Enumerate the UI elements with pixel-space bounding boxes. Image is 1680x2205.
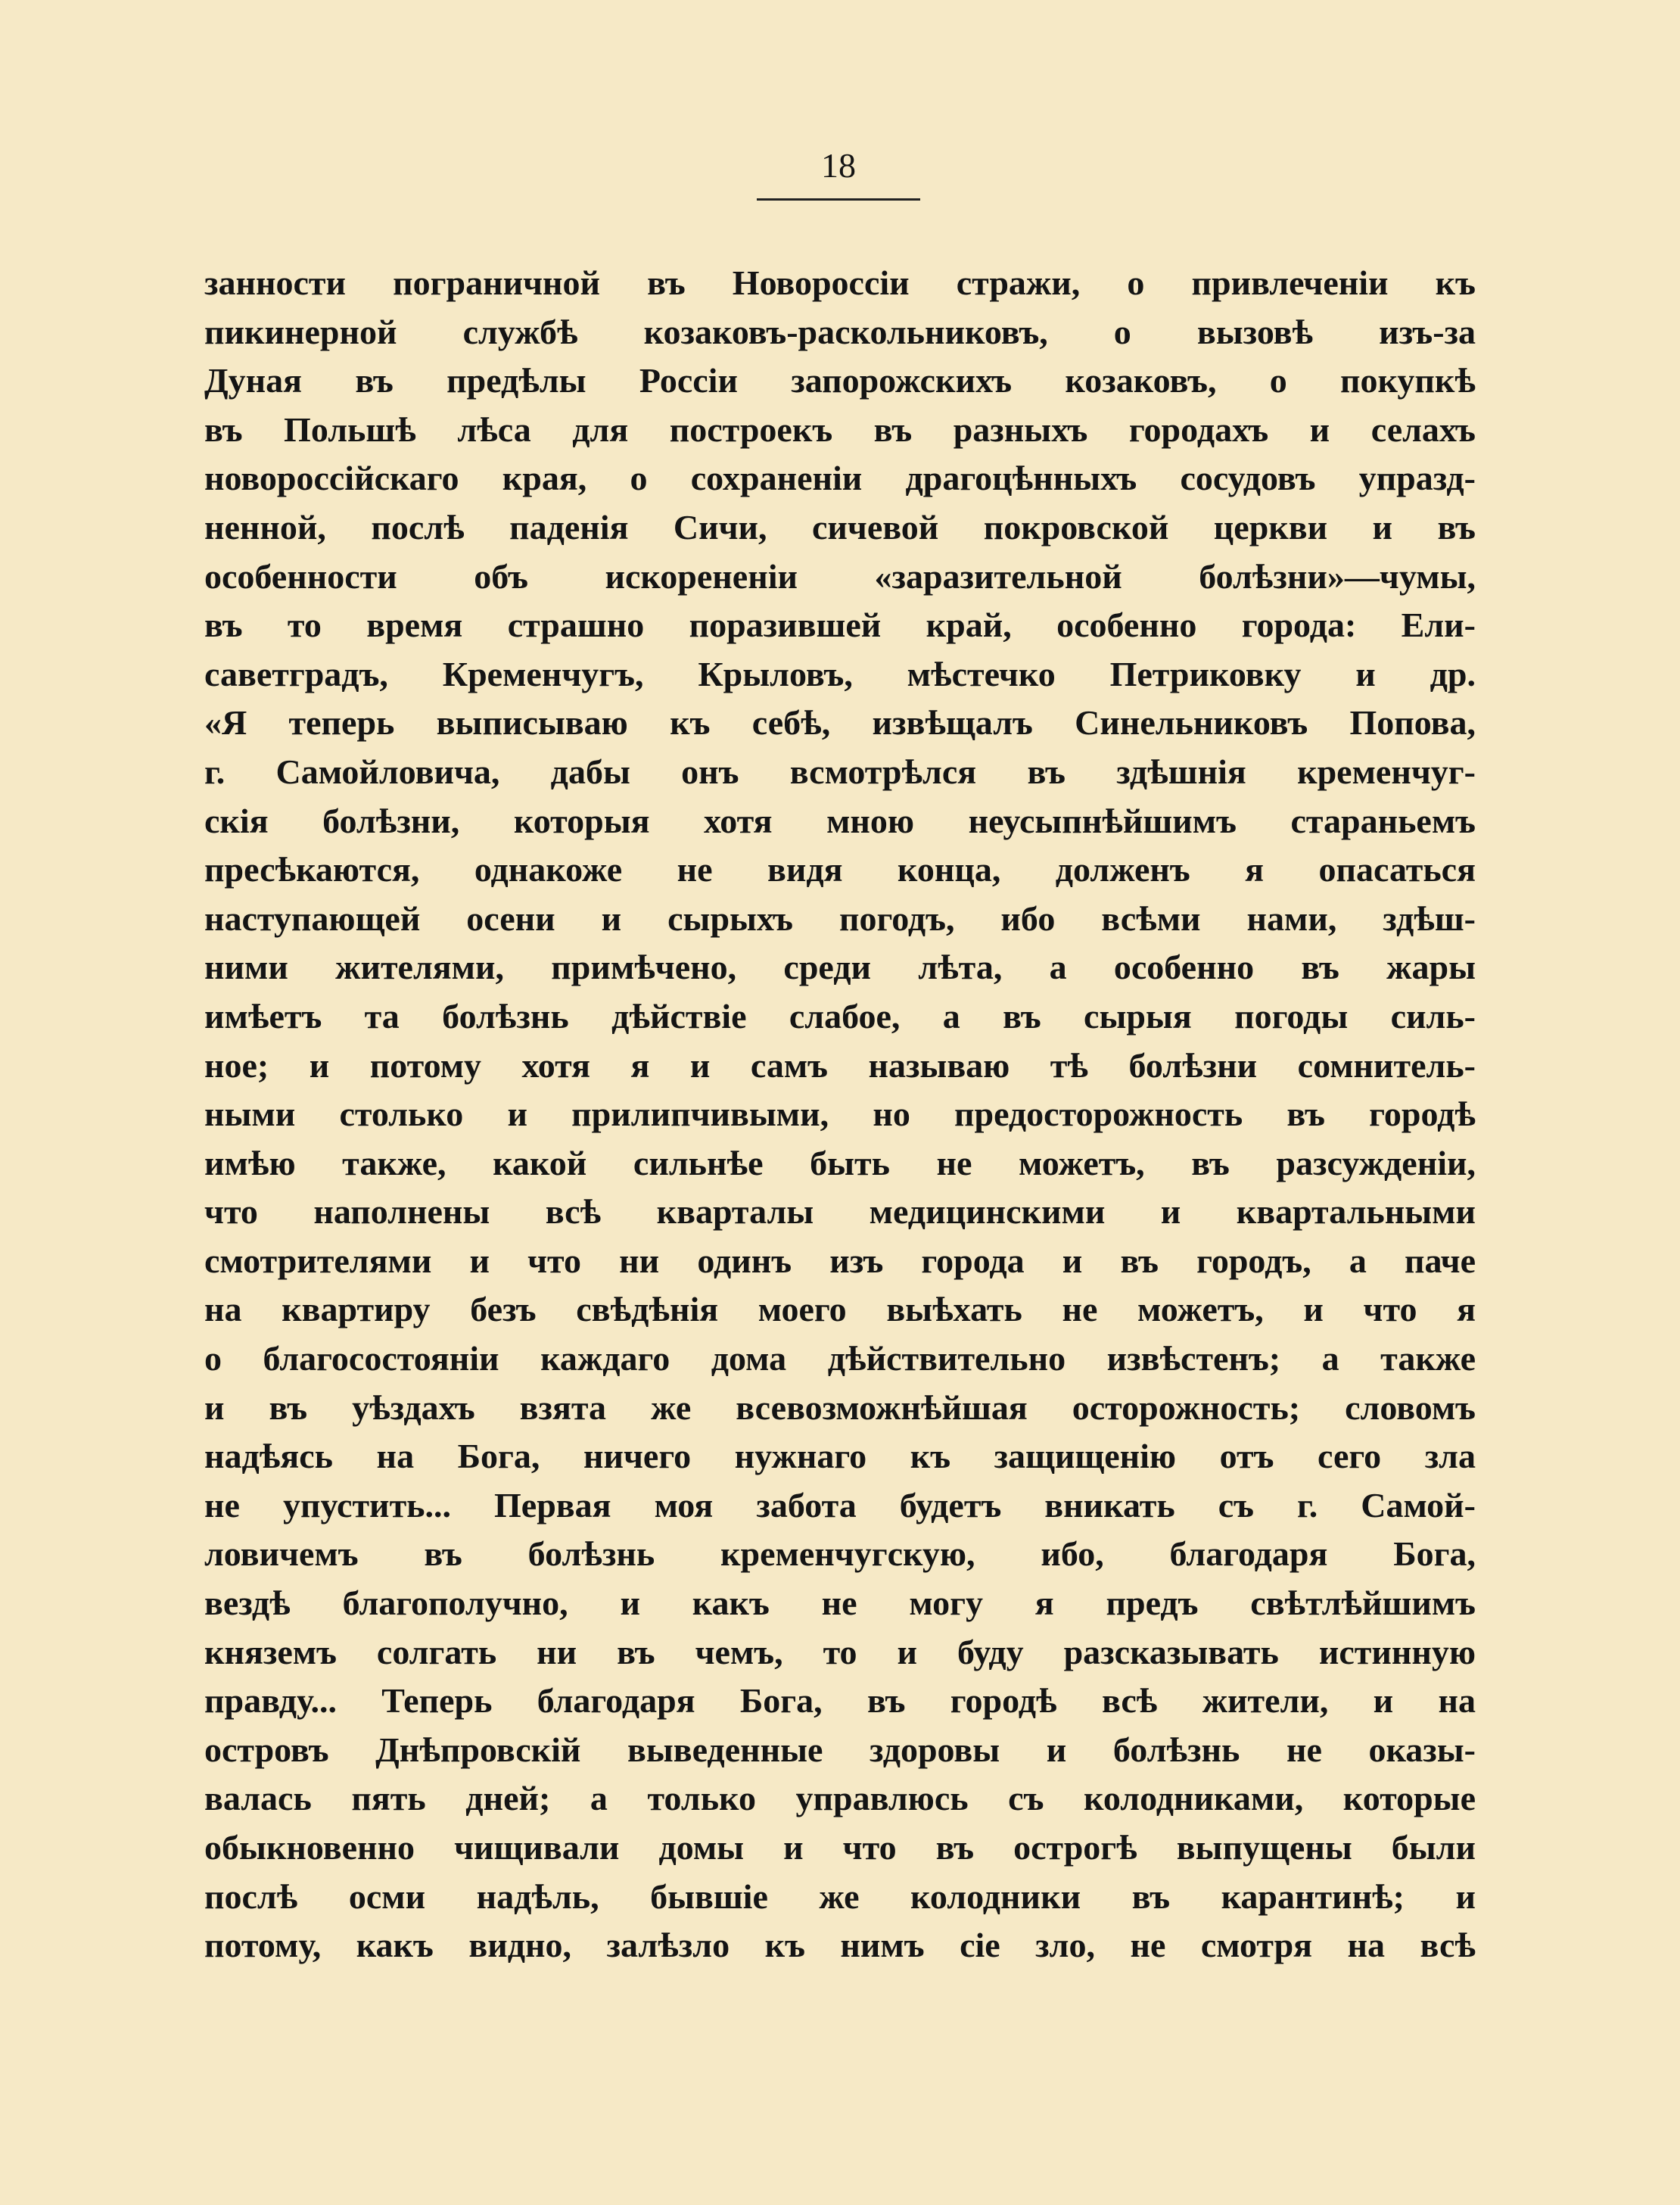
text-line: Дуная въ предѣлы Россіи запорожскихъ козаковъ, о покупкѣ [204,361,1476,400]
text-line: о благосостояніи каждаго дома дѣйствительно извѣстенъ; а также [204,1339,1476,1378]
page-number: 18 [821,146,856,185]
text-line: особенности объ искорененіи «заразительной болѣзни»—чумы, [204,556,1476,596]
text-line: послѣ осми надѣль, бывшіе же колодники въ карантинѣ; и [204,1876,1476,1916]
text-line: правду... Теперь благодаря Бога, въ городѣ всѣ жители, и на [204,1681,1476,1721]
text-line: пикинерной службѣ козаковъ-раскольниковъ, о вызовѣ изъ-за [204,312,1476,351]
text-line: княземъ солгать ни въ чемъ, то и буду разсказывать истинную [204,1632,1476,1671]
text-line: имѣетъ та болѣзнь дѣйствіе слабое, а въ сырыя погоды силь- [204,996,1476,1036]
text-line: г. Самойловича, дабы онъ всмотрѣлся въ здѣшнія кременчуг- [204,752,1476,791]
text-line: потому, какъ видно, залѣзло къ нимъ сіе зло, не смотря на всѣ [204,1926,1476,1965]
text-line: смотрителями и что ни одинъ изъ города и въ городъ, а паче [204,1241,1476,1280]
text-line: валась пять дней; а только управлюсь съ колодниками, которые [204,1779,1476,1818]
text-line: скія болѣзни, которыя хотя мною неусыпнѣйшимъ стараньемъ [204,801,1476,840]
text-line: имѣю также, какой сильнѣе быть не можетъ, въ разсужденіи, [204,1143,1476,1182]
text-line: ловичемъ въ болѣзнь кременчугскую, ибо, благодаря Бога, [204,1534,1476,1574]
body-text [204,259,1476,1970]
text-line: на квартиру безъ свѣдѣнія моего выѣхать не можетъ, и что я [204,1290,1476,1329]
text-line: ное; и потому хотя я и самъ называю тѣ болѣзни сомнитель- [204,1045,1476,1085]
text-line: въ Польшѣ лѣса для построекъ въ разныхъ городахъ и селахъ [204,410,1476,449]
text-line: ними жителями, примѣчено, среди лѣта, а особенно въ жары [204,948,1476,987]
text-line: «Я теперь выписываю къ себѣ, извѣщалъ Синельниковъ Попова, [204,703,1476,743]
page-number-rule [757,198,920,201]
text-line: саветградъ, Кременчугъ, Крыловъ, мѣстечко Петриковку и др. [204,654,1476,693]
text-line: и въ уѣздахъ взята же всевозможнѣйшая осторожность; словомъ [204,1387,1476,1427]
text-line: въ то время страшно поразившей край, особенно города: Ели- [204,606,1476,645]
text-line: не упустить... Первая моя забота будетъ вникать съ г. Самой- [204,1485,1476,1525]
text-line: новороссійскаго края, о сохраненіи драгоцѣнныхъ сосудовъ упразд- [204,459,1476,498]
text-line: пресѣкаются, однакоже не видя конца, долженъ я опасаться [204,850,1476,889]
text-line: что наполнены всѣ кварталы медицинскими и квартальными [204,1192,1476,1232]
text-line: обыкновенно чищивали домы и что въ острогѣ выпущены были [204,1828,1476,1867]
text-line: ненной, послѣ паденія Сичи, сичевой покровской церкви и въ [204,507,1476,547]
text-line: вездѣ благополучно, и какъ не могу я предъ свѣтлѣйшимъ [204,1584,1476,1623]
text-line: островъ Днѣпровскій выведенные здоровы и болѣзнь не оказы- [204,1730,1476,1769]
text-line: надѣясь на Бога, ничего нужнаго къ защищенію отъ сего зла [204,1437,1476,1476]
text-line: ными столько и прилипчивыми, но предосторожность въ городѣ [204,1095,1476,1134]
text-line: занности пограничной въ Новороссіи стражи, о привлеченіи къ [204,263,1476,302]
text-line: наступающей осени и сырыхъ погодъ, ибо всѣми нами, здѣш- [204,899,1476,938]
